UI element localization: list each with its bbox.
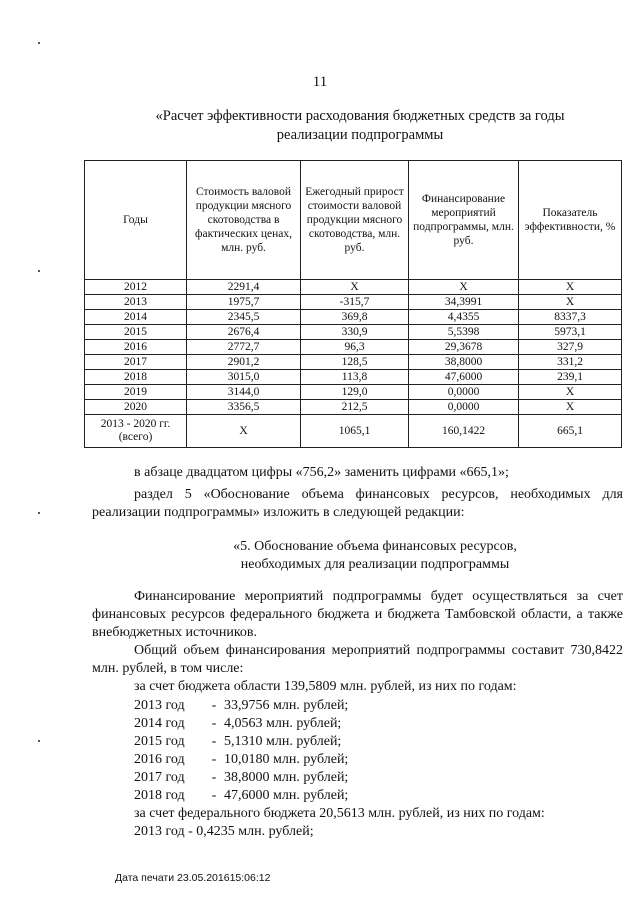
cell-gross-output: 2676,4 bbox=[187, 325, 301, 340]
year-amount: 33,9756 млн. рублей; bbox=[224, 698, 349, 713]
table-row bbox=[85, 400, 622, 415]
cell-financing: 0,0000 bbox=[409, 400, 519, 415]
header-gross-output: Стоимость валовой продукции мясного скотоводства в фактических ценах, млн. руб. bbox=[187, 161, 301, 280]
year-label: 2016 год bbox=[134, 752, 185, 767]
year-dash: - bbox=[211, 698, 217, 713]
cell-gross-output: 1975,7 bbox=[187, 295, 301, 310]
cell-year: 2013 bbox=[85, 295, 187, 310]
regional-year-row bbox=[134, 715, 341, 733]
paragraph-financing-sources: Финансирование мероприятий подпрограммы будет осуществляться за счет финансовых ресурсов федерального бюджета и бюджета Тамбовской области, а также внебюджетных источников. bbox=[92, 589, 623, 640]
paragraph-section-5-amend: раздел 5 «Обоснование объема финансовых ресурсов, необходимых для реализации подпрограммы» изложить в следующей редакции: bbox=[92, 487, 623, 520]
year-dash: - bbox=[211, 752, 217, 767]
year-amount: 47,6000 млн. рублей; bbox=[224, 788, 349, 803]
cell-annual-growth: -315,7 bbox=[301, 295, 409, 310]
cell-annual-growth: Х bbox=[301, 280, 409, 295]
cell-gross-output: 3356,5 bbox=[187, 400, 301, 415]
cell-gross-output: 2772,7 bbox=[187, 340, 301, 355]
scan-mark bbox=[38, 42, 40, 44]
year-amount: 5,1310 млн. рублей; bbox=[224, 734, 342, 749]
cell-financing: 4,4355 bbox=[409, 310, 519, 325]
year-dash: - bbox=[211, 734, 217, 749]
federal-year-row: 2013 год - 0,4235 млн. рублей; bbox=[134, 824, 314, 839]
table-title-line-1: «Расчет эффективности расходования бюджетных средств за годы bbox=[155, 108, 565, 124]
cell-year: 2017 bbox=[85, 355, 187, 370]
year-amount: 38,8000 млн. рублей; bbox=[224, 770, 349, 785]
efficiency-table bbox=[84, 160, 622, 448]
cell-total-efficiency: 665,1 bbox=[519, 415, 622, 448]
cell-year: 2015 bbox=[85, 325, 187, 340]
cell-total-financing: 160,1422 bbox=[409, 415, 519, 448]
cell-gross-output: 3015,0 bbox=[187, 370, 301, 385]
table-total-row bbox=[85, 415, 622, 448]
header-efficiency: Показатель эффективности, % bbox=[519, 161, 622, 280]
table-row bbox=[85, 340, 622, 355]
paragraph-amend-figures: в абзаце двадцатом цифры «756,2» заменить цифрами «665,1»; bbox=[134, 465, 509, 480]
regional-year-row bbox=[134, 733, 341, 751]
cell-efficiency: 5973,1 bbox=[519, 325, 622, 340]
cell-financing: 0,0000 bbox=[409, 385, 519, 400]
year-label: 2017 год bbox=[134, 770, 185, 785]
table-row bbox=[85, 370, 622, 385]
section-title-line-2: необходимых для реализации подпрограммы bbox=[240, 557, 510, 572]
cell-annual-growth: 129,0 bbox=[301, 385, 409, 400]
cell-gross-output: 2901,2 bbox=[187, 355, 301, 370]
cell-total-gross-output: Х bbox=[187, 415, 301, 448]
cell-year: 2016 bbox=[85, 340, 187, 355]
cell-total-annual-growth: 1065,1 bbox=[301, 415, 409, 448]
cell-efficiency: Х bbox=[519, 280, 622, 295]
cell-gross-output: 2291,4 bbox=[187, 280, 301, 295]
year-dash: - bbox=[211, 788, 217, 803]
section-title bbox=[110, 538, 640, 574]
year-dash: - bbox=[211, 770, 217, 785]
regional-year-row bbox=[134, 697, 348, 715]
header-years: Годы bbox=[85, 161, 187, 280]
table-row bbox=[85, 355, 622, 370]
cell-financing: 47,6000 bbox=[409, 370, 519, 385]
year-label: 2015 год bbox=[134, 734, 185, 749]
year-amount: 4,0563 млн. рублей; bbox=[224, 716, 342, 731]
year-label: 2013 год bbox=[134, 698, 185, 713]
cell-financing: Х bbox=[409, 280, 519, 295]
table-title bbox=[110, 107, 610, 145]
cell-year: 2014 bbox=[85, 310, 187, 325]
cell-year: 2019 bbox=[85, 385, 187, 400]
cell-financing: 38,8000 bbox=[409, 355, 519, 370]
cell-total-label bbox=[85, 415, 187, 448]
total-label-line-1: 2013 - 2020 гг. bbox=[100, 418, 171, 430]
table-header-row bbox=[85, 161, 622, 280]
year-dash: - bbox=[211, 716, 217, 731]
cell-annual-growth: 96,3 bbox=[301, 340, 409, 355]
year-label: 2018 год bbox=[134, 788, 185, 803]
federal-budget-intro: за счет федерального бюджета 20,5613 млн. рублей, из них по годам: bbox=[134, 806, 545, 821]
table-title-line-2: реализации подпрограммы bbox=[276, 127, 444, 143]
page-number: 11 bbox=[312, 74, 328, 90]
section-title-line-1: «5. Обоснование объема финансовых ресурсов, bbox=[233, 539, 517, 554]
regional-year-row bbox=[134, 751, 348, 769]
scan-mark bbox=[38, 270, 40, 272]
table-row bbox=[85, 385, 622, 400]
header-financing: Финансирование мероприятий подпрограммы, млн. руб. bbox=[409, 161, 519, 280]
table-row bbox=[85, 310, 622, 325]
cell-annual-growth: 212,5 bbox=[301, 400, 409, 415]
cell-efficiency: 327,9 bbox=[519, 340, 622, 355]
scan-mark bbox=[38, 512, 40, 514]
table-row bbox=[85, 295, 622, 310]
year-label: 2014 год bbox=[134, 716, 185, 731]
regional-year-row bbox=[134, 769, 348, 787]
cell-year: 2020 bbox=[85, 400, 187, 415]
year-amount: 10,0180 млн. рублей; bbox=[224, 752, 349, 767]
regional-year-row bbox=[134, 787, 348, 805]
print-date-footer: Дата печати 23.05.201615:06:12 bbox=[115, 872, 271, 884]
cell-annual-growth: 128,5 bbox=[301, 355, 409, 370]
cell-annual-growth: 330,9 bbox=[301, 325, 409, 340]
scan-mark bbox=[38, 740, 40, 742]
cell-financing: 29,3678 bbox=[409, 340, 519, 355]
cell-financing: 34,3991 bbox=[409, 295, 519, 310]
cell-efficiency: Х bbox=[519, 385, 622, 400]
header-annual-growth: Ежегодный прирост стоимости валовой продукции мясного скотоводства, млн. руб. bbox=[301, 161, 409, 280]
cell-gross-output: 3144,0 bbox=[187, 385, 301, 400]
table-row bbox=[85, 280, 622, 295]
cell-efficiency: 8337,3 bbox=[519, 310, 622, 325]
cell-gross-output: 2345,5 bbox=[187, 310, 301, 325]
cell-year: 2012 bbox=[85, 280, 187, 295]
cell-efficiency: 331,2 bbox=[519, 355, 622, 370]
cell-financing: 5,5398 bbox=[409, 325, 519, 340]
cell-annual-growth: 369,8 bbox=[301, 310, 409, 325]
table-row bbox=[85, 325, 622, 340]
paragraph-total-financing: Общий объем финансирования мероприятий подпрограммы составит 730,8422 млн. рублей, в том числе: bbox=[92, 643, 623, 676]
regional-budget-intro: за счет бюджета области 139,5809 млн. рублей, из них по годам: bbox=[134, 679, 517, 694]
cell-efficiency: Х bbox=[519, 400, 622, 415]
cell-efficiency: 239,1 bbox=[519, 370, 622, 385]
cell-efficiency: Х bbox=[519, 295, 622, 310]
total-label-line-2: (всего) bbox=[118, 431, 153, 443]
cell-year: 2018 bbox=[85, 370, 187, 385]
cell-annual-growth: 113,8 bbox=[301, 370, 409, 385]
